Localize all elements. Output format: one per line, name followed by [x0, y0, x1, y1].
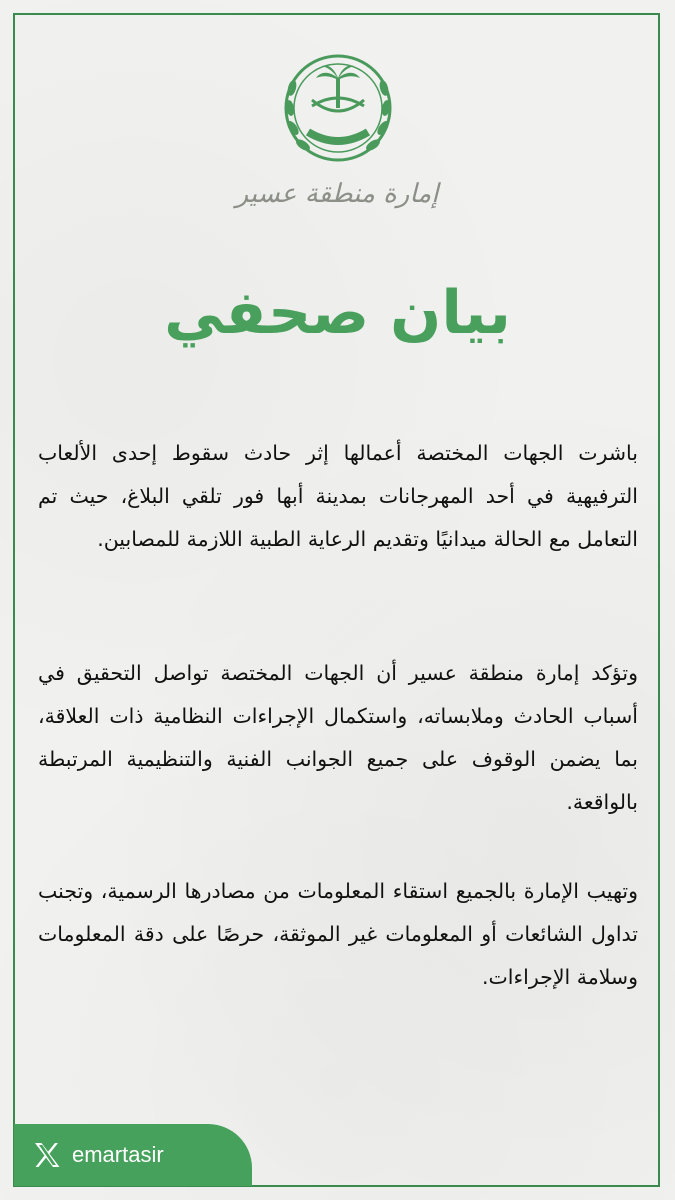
- social-footer: [14, 1124, 252, 1186]
- social-handle[interactable]: emartasir: [72, 1142, 164, 1167]
- emblem-icon: [268, 48, 408, 178]
- x-logo-icon: [32, 1140, 62, 1170]
- statement-paragraph: باشرت الجهات المختصة أعمالها إثر حادث سقوط إحدى الألعاب الترفيهية في أحد المهرجانات بمدينة أبها فور تلقي البلاغ، حيث تم التعامل مع الحالة ميدانيًا وتقديم الرعاية الطبية اللازمة للمصابين.: [38, 441, 638, 551]
- statement-paragraph: وتؤكد إمارة منطقة عسير أن الجهات المختصة تواصل التحقيق في أسباب الحادث وملابساته، واستكمال الإجراءات النظامية ذات العلاقة، بما يضمن الوقوف على جميع الجوانب الفنية والتنظيمية المرتبطة بالواقعة.: [38, 661, 638, 814]
- page-title: بيان صحفي: [164, 278, 511, 348]
- statement-paragraph: وتهيب الإمارة بالجميع استقاء المعلومات من مصادرها الرسمية، وتجنب تداول الشائعات أو المعلومات غير الموثقة، حرصًا على دقة المعلومات وسلامة الإجراءات.: [38, 879, 638, 989]
- logo-wordmark: إمارة منطقة عسير: [235, 179, 439, 209]
